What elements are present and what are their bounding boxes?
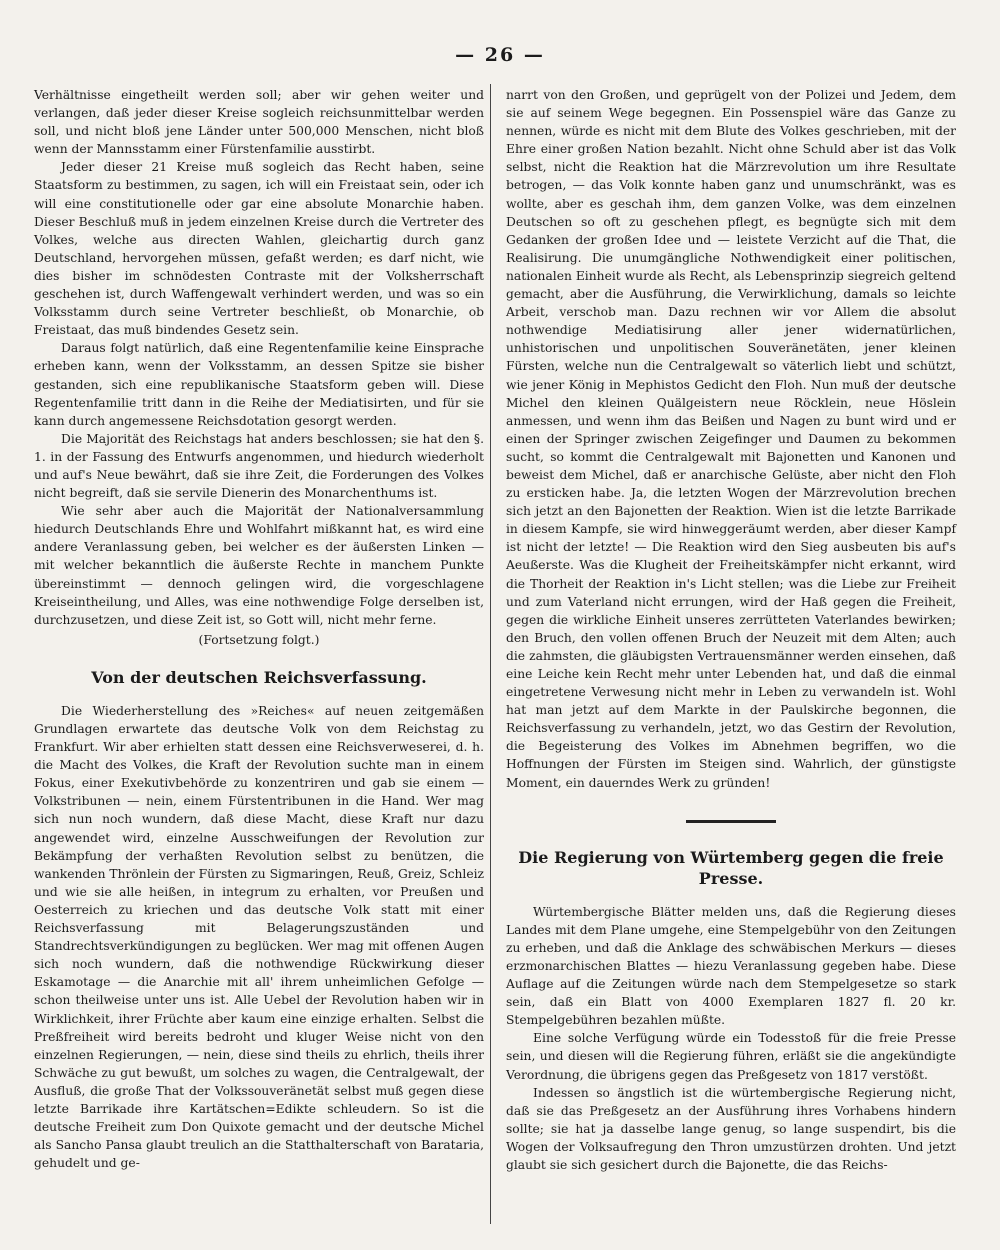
column-divider (490, 84, 491, 1224)
paragraph: narrt von den Großen, und geprügelt von der Polizei und Jedem, dem sie auf seinem Wege begegnen. Ein Possenspiel wäre das Ganze zu nennen, würde es nicht mit dem Blute des Volkes geschrieben, mit der Ehre einer großen Nation bezahlt. Nicht ohne Schuld aber ist das Volk selbst, nicht die Reaktion hat die Märzrevolution um ihre Resultate betrogen, — das Volk konnte haben ganz und unumschränkt, was es wollte, aber es geschah ihm, dem ganzen Volke, was dem einzelnen Deutschen so oft zu geschehen pflegt, es begnügte sich mit dem Gedanken der großen Idee und — leistete Verzicht auf die That, die Realisirung. Die unumgängliche Nothwendigkeit einer politischen, nationalen Einheit wurde als Recht, als Lebensprinzip siegreich geltend gemacht, aber die Ausführung, die Verwirklichung, damals so leichte Arbeit, verschob man. Dazu rechnen wir vor Allem die absolut nothwendige Mediatisirung aller jener widernatürlichen, unhistorischen und unpolitischen Souveränetäten, jener kleinen Fürsten, welche nun die Centralgewalt so väterlich liebt und schützt, wie jener König in Mephistos Gedicht den Floh. Nun muß der deutsche Michel den kleinen Quälgeistern neue Röcklein, neue Höslein anmessen, und wenn ihm das Beißen und Nagen zu bunt wird und er einen der Springer zwischen Zeigefinger und Daumen zu bekommen sucht, so kommt die Centralgewalt mit Bajonetten und Kanonen und beweist dem Michel, daß er anarchische Gelüste, aber nicht den Floh zu ersticken habe. Ja, die letzten Wogen der Märzrevolution brechen sich jetzt an den Bajonetten der Reaktion. Wien ist die letzte Barrikade in diesem Kampfe, sie wird hinweggeräumt werden, aber dieser Kampf ist nicht der letzte! — Die Reaktion wird den Sieg ausbeuten bis auf's Aeußerste. Was die Klugheit der Freiheitskämpfer nicht erkannt, wird die Thorheit der Reaktion in's Licht stellen; was die Liebe zur Freiheit und zum Vaterland nicht errungen, wird der Haß gegen die Freiheit, gegen die wirkliche Einheit unseres zerrütteten Vaterlandes bewirken; den Bruch, den vollen offenen Bruch der Neuzeit mit dem Alten; auch die zahmsten, die gläubigsten Vertrauensmänner werden einsehen, daß eine Leiche kein Recht mehr unter Lebenden hat, und daß die einmal eingetretene Verwesung nicht mehr in Leben zu verwandeln ist. Wohl hat man jetzt auf dem Markte in der Paulskirche begonnen, die Reichsverfassung zu verhandeln, jetzt, wo das Gestirn der Revolution, die Begeisterung des Volkes im Abnehmen begriffen, wo die Hoffnungen der Fürsten im Steigen sind. Wahrlich, der günstigste Moment, ein dauerndes Werk zu gründen! (506, 88, 956, 790)
paragraph: Wie sehr aber auch die Majorität der Nationalversammlung hiedurch Deutschlands Ehre und Wohlfahrt mißkannt hat, es wird eine andere Veranlassung geben, bei welcher es der äußersten Linken — mit welcher bekanntlich die äußerste Rechte in manchem Punkte übereinstimmt — dennoch gelingen wird, die vorgeschlagene Kreiseintheilung, und Alles, was eine nothwendige Folge derselben ist, durchzusetzen, und diese Zeit ist, so Gott will, nicht mehr ferne. (34, 504, 484, 627)
left-column (34, 86, 484, 1172)
paragraph: Eine solche Verfügung würde ein Todesstoß für die freie Presse sein, und diesen will die Regierung führen, erläßt sie die angekündigte Verordnung, die übrigens gegen das Preßgesetz von 1817 verstößt. (506, 1031, 956, 1082)
section-heading: Von der deutschen Reichsverfassung. (91, 667, 427, 687)
paragraph: Indessen so ängstlich ist die würtembergische Regierung nicht, daß sie das Preßgesetz an der Ausführung ihres Vorhabens hindern sollte; sie hat ja dasselbe lange genug, so lange suspendirt, bis die Wogen der Volksaufregung den Thron umzustürzen drohten. Und jetzt glaubt sie sich gesichert durch die Bajonette, die das Reichs- (506, 1085, 956, 1172)
section-rule (686, 820, 776, 823)
paragraph: Verhältnisse eingetheilt werden soll; aber wir gehen weiter und verlangen, daß jeder dieser Kreise sogleich reichsunmittelbar werden soll, und nicht bloß jene Länder unter 500,000 Menschen, nicht bloß wenn der Mannsstamm einer Fürstenfamilie ausstirbt. (34, 88, 484, 157)
page-number: — 26 — (455, 44, 545, 66)
right-column (506, 86, 956, 1174)
paragraph: Die Majorität des Reichstags hat anders beschlossen; sie hat den §. 1. in der Fassung des Entwurfs angenommen, und hiedurch wiederholt und auf's Neue bewährt, daß sie ihre Zeit, die Forderungen des Volkes nicht begreift, daß sie servile Dienerin des Monarchenthums ist. (34, 431, 484, 501)
paragraph: Jeder dieser 21 Kreise muß sogleich das Recht haben, seine Staatsform zu bestimmen, zu sagen, ich will ein Freistaat sein, oder ich will eine constitutionelle oder gar eine absolute Monarchie haben. Dieser Beschluß muß in jedem einzelnen Kreise durch die Vertreter des Volkes, welche aus directen Wahlen, gleichartig durch ganz Deutschland, hervorgehen müssen, gefaßt werden; es darf nicht, wie dies bisher im schnödesten Contraste mit der Volksherrschaft geschehen ist, durch Waffengewalt verhindert werden, und was so ein Volksstamm durch seine Vertreter beschließt, ob Monarchie, ob Freistaat, das muß bindendes Gesetz sein. (34, 160, 484, 338)
paragraph: Würtembergische Blätter melden uns, daß die Regierung dieses Landes mit dem Plane umgehe, eine Stempelgebühr von den Zeitungen zu erheben, und daß die Anklage des schwäbischen Merkurs — dieses erzmonarchischen Blattes — hiezu Veranlassung gegeben habe. Diese Auflage auf die Zeitungen würde nach dem Stempelgesetze so stark sein, daß ein Blatt von 4000 Exemplaren 1827 fl. 20 kr. Stempelgebühren bezahlen müßte. (506, 904, 956, 1028)
section-heading: Die Regierung von Würtemberg gegen die freie Presse. (518, 847, 944, 888)
continuation-note: (Fortsetzung folgt.) (198, 632, 320, 647)
paragraph: Die Wiederherstellung des »Reiches« auf neuen zeitgemäßen Grundlagen erwartete das deutsche Volk von dem Reichstag zu Frankfurt. Wir aber erhielten statt dessen eine Reichsverweserei, d. h. die Macht des Volkes, die Kraft der Revolution suchte man in einem Fokus, einer Exekutivbehörde zu konzentriren und gab sie einem — Volkstribunen — nein, einem Fürstentribunen in die Hand. Wer mag sich nun noch wundern, daß diese Macht, diese Kraft nur dazu angewendet wird, einzelne Ausschweifungen der Revolution zur Bekämpfung der verhaßten Revolution selbst zu benützen, die wankenden Thrönlein der Fürsten zu Sigmaringen, Reuß, Greiz, Schleiz und wie sie alle heißen, in integrum zu erhalten, vor Preußen und Oesterreich zu kriechen und das deutsche Volk statt mit einer Reichsverfassung mit Belagerungszuständen und Standrechtsverkündigungen zu beglücken. Wer mag mit offenen Augen sich noch wundern, daß die nothwendige Rückwirkung dieser Eskamotage — die Anarchie mit all' ihrem unheimlichen Gefolge — schon theilweise unter uns ist. Alle Uebel der Revolution haben wir in Wirklichkeit, ihrer Früchte aber kaum eine einzige erhalten. Selbst die Preßfreiheit wird bereits bedroht und kluger Weise nicht von den einzelnen Regierungen, — nein, diese sind theils zu ehrlich, theils ihrer Schwäche zu gut bewußt, um solches zu wagen, die Centralgewalt, der Ausfluß, die große That der Volkssouveränetät selbst muß gegen diese letzte Barrikade ihre Kartätschen=Edikte schleudern. So ist die deutsche Freiheit zum Don Quixote gemacht und der deutsche Michel als Sancho Pansa glaubt treulich an die Statthalterschaft von Barataria, gehudelt und ge- (34, 703, 485, 1171)
paragraph: Daraus folgt natürlich, daß eine Regentenfamilie keine Einsprache erheben kann, wenn der Volksstamm, an dessen Spitze sie bisher gestanden, sich eine republikanische Staatsform geben will. Diese Regentenfamilie tritt dann in die Reihe der Mediatisirten, und für sie kann durch angemessene Reichsdotation gesorgt werden. (34, 341, 484, 428)
